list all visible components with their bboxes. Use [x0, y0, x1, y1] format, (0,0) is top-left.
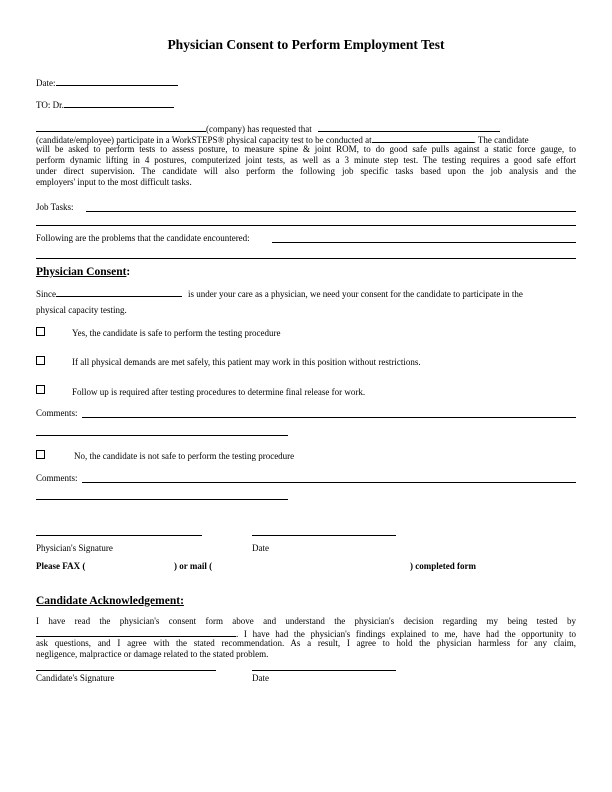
comments-field-1[interactable] [82, 417, 576, 418]
ack-line-2-text: . I have had the physician's findings explained to me, have had the opportunity to [236, 629, 576, 639]
problems-field-line-2[interactable] [36, 258, 576, 259]
fax-label: Please FAX ( [36, 561, 86, 571]
comments-label-2: Comments: [36, 473, 78, 483]
since-row [36, 287, 523, 300]
since-label: Since [36, 289, 56, 299]
physician-signature-field[interactable] [36, 535, 202, 536]
candidate-date-field[interactable] [252, 670, 396, 671]
intro-line-2-end: . The candidate [473, 135, 529, 145]
not-safe-checkbox[interactable] [36, 450, 45, 459]
candidate-ack-heading: Candidate Acknowledgement: [36, 595, 184, 607]
doctor-name-field[interactable] [64, 98, 174, 108]
since-line-2: physical capacity testing. [36, 305, 127, 315]
test-location-field[interactable] [372, 133, 474, 143]
problems-label: Following are the problems that the candidate encountered: [36, 233, 250, 243]
date-label: Date: [36, 78, 56, 88]
candidate-date-label: Date [252, 673, 269, 683]
physician-date-label: Date [252, 543, 269, 553]
problems-field[interactable] [272, 242, 576, 243]
date-field[interactable] [56, 76, 178, 86]
mail-label: ) or mail ( [174, 561, 213, 571]
job-tasks-field-line-2[interactable] [36, 225, 576, 226]
ack-line-4: negligence, malpractice or damage related to the stated problem. [36, 649, 269, 659]
comments-field-2[interactable] [82, 482, 576, 483]
intro-paragraph [36, 144, 576, 188]
safe-to-test-checkbox[interactable] [36, 327, 45, 336]
comments-field-2-line-2[interactable] [36, 499, 288, 500]
physician-name-field[interactable] [36, 627, 236, 637]
no-restrictions-label: If all physical demands are met safely, this patient may work in this position without restrictions. [72, 357, 421, 367]
candidate-signature-field[interactable] [36, 670, 216, 671]
not-safe-label: No, the candidate is not safe to perform the testing procedure [74, 451, 295, 461]
intro-line-2-text: (candidate/employee) participate in a WorkSTEPS® physical capacity test to be conducted at [36, 135, 372, 145]
comments-field-1-line-2[interactable] [36, 435, 288, 436]
completed-form-label: ) completed form [410, 561, 476, 571]
job-tasks-field[interactable] [86, 211, 576, 212]
follow-up-label: Follow up is required after testing procedures to determine final release for work. [72, 387, 366, 397]
physician-date-field[interactable] [252, 535, 396, 536]
company-field[interactable] [36, 122, 206, 132]
ack-line-3: ask questions, and I agree with the stated recommendation. As a result, I agree to hold the physician harmless for any claim, [36, 638, 576, 648]
physician-signature-label: Physician's Signature [36, 543, 113, 553]
comments-label-1: Comments: [36, 408, 78, 418]
intro-company-text: (company) has requested that [206, 124, 312, 134]
candidate-name-field[interactable] [318, 122, 500, 132]
candidate-signature-label: Candidate's Signature [36, 673, 115, 683]
job-tasks-label: Job Tasks: [36, 202, 74, 212]
page-title: Physician Consent to Perform Employment Test [167, 37, 445, 52]
ack-line-2 [36, 627, 576, 638]
ack-line-1: I have read the physician's consent form above and understand the physician's decision regarding my being tested by [36, 616, 576, 626]
patient-name-field[interactable] [56, 287, 182, 297]
follow-up-checkbox[interactable] [36, 385, 45, 394]
to-label: TO: Dr. [36, 100, 64, 110]
safe-to-test-label: Yes, the candidate is safe to perform the testing procedure [72, 328, 281, 338]
since-text: is under your care as a physician, we need your consent for the candidate to participate in the [188, 289, 523, 299]
intro-line-5: under direct supervision. The candidate will also perform the following job specific tasks based upon the job analysis and the [36, 166, 576, 176]
no-restrictions-checkbox[interactable] [36, 356, 45, 365]
to-row [36, 98, 174, 111]
intro-line-4: perform dynamic lifting in 4 postures, computerized joint tests, as well as a 3 minute step test. The testing requires a good safe effort [36, 155, 576, 165]
candidate-ack-paragraph [36, 616, 576, 660]
intro-line-3: will be asked to perform tests to assess posture, to measure spine & joint ROM, to do good safe pulls against a static force gauge, to [36, 144, 576, 154]
date-row [36, 76, 178, 89]
intro-line-6: employers' input to the most difficult tasks. [36, 177, 192, 187]
physician-consent-heading: Physician Consent: [36, 266, 131, 278]
